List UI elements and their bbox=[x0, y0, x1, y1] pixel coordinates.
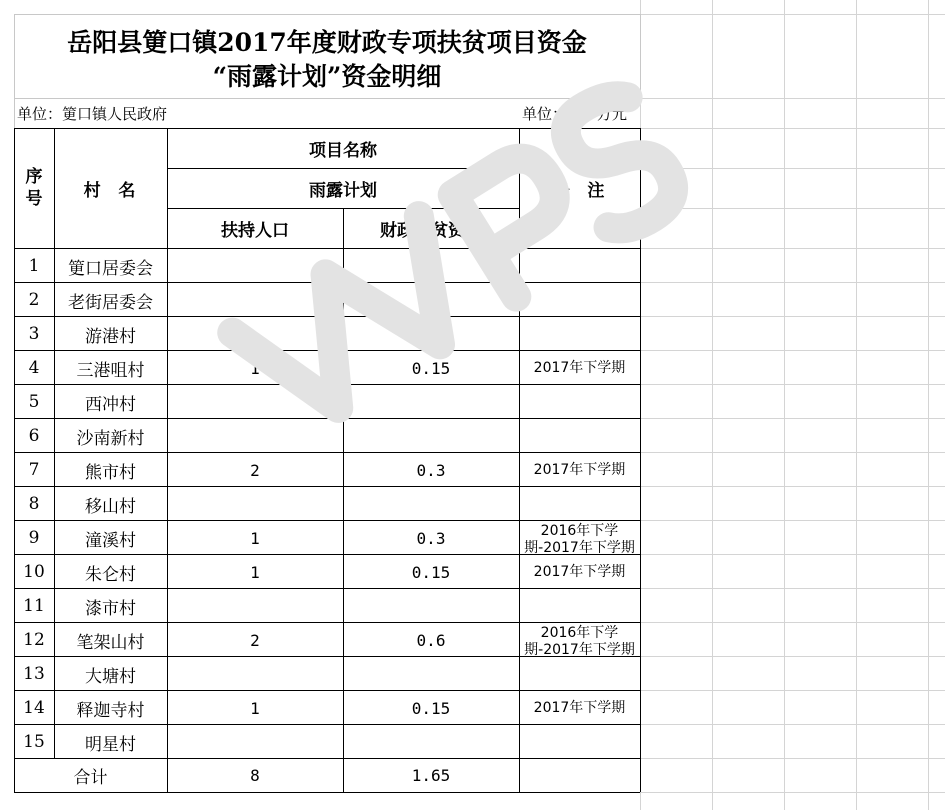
row-village: 明星村 bbox=[85, 734, 136, 755]
row-note: 2017年下学期 bbox=[533, 461, 626, 478]
row-village: 漆市村 bbox=[85, 598, 136, 619]
row-funds: 0.15 bbox=[411, 698, 451, 718]
header-village: 村 名 bbox=[83, 180, 138, 201]
row-funds: 0.3 bbox=[416, 528, 446, 548]
header-project: 雨露计划 bbox=[309, 180, 377, 201]
row-population bbox=[167, 385, 343, 419]
row-number: 11 bbox=[23, 596, 45, 616]
row-population bbox=[167, 283, 343, 317]
row-number: 13 bbox=[23, 664, 45, 684]
row-funds bbox=[343, 283, 519, 317]
row-funds: 0.15 bbox=[411, 562, 451, 582]
total-population: 8 bbox=[250, 765, 260, 785]
row-number: 3 bbox=[28, 324, 40, 344]
row-funds: 0.6 bbox=[416, 630, 446, 650]
row-population: 1 bbox=[250, 528, 260, 548]
row-funds bbox=[343, 589, 519, 623]
row-note: 2017年下学期 bbox=[533, 359, 626, 376]
row-number: 2 bbox=[28, 290, 40, 310]
row-population bbox=[167, 657, 343, 691]
row-number: 1 bbox=[28, 256, 40, 276]
row-number: 15 bbox=[23, 732, 45, 752]
row-number: 7 bbox=[28, 460, 40, 480]
row-funds bbox=[343, 317, 519, 351]
header-funds: 财政扶贫资金 bbox=[380, 220, 482, 241]
row-number: 10 bbox=[23, 562, 45, 582]
title-line-1: 岳阳县筻口镇2017年度财政专项扶贫项目资金 bbox=[67, 28, 587, 57]
row-note: 2017年下学期 bbox=[533, 699, 626, 716]
row-village: 三港咀村 bbox=[76, 360, 145, 381]
row-village: 西冲村 bbox=[85, 394, 136, 415]
row-village: 筻口居委会 bbox=[68, 258, 153, 279]
row-village: 潼溪村 bbox=[85, 530, 136, 551]
row-population: 2 bbox=[250, 630, 260, 650]
row-number: 9 bbox=[28, 528, 40, 548]
row-note bbox=[519, 419, 640, 453]
row-population: 1 bbox=[250, 562, 260, 582]
row-note bbox=[519, 317, 640, 351]
row-note bbox=[519, 589, 640, 623]
row-note: 2016年下学期-2017年下学期 bbox=[524, 523, 635, 555]
row-note bbox=[519, 385, 640, 419]
row-funds: 0.3 bbox=[416, 460, 446, 480]
row-number: 8 bbox=[28, 494, 40, 514]
total-funds: 1.65 bbox=[411, 765, 451, 785]
row-number: 14 bbox=[23, 698, 45, 718]
header-note: 备 注 bbox=[552, 180, 607, 201]
unit-left-label: 单位：筻口镇人民政府 bbox=[17, 104, 168, 123]
row-funds bbox=[343, 657, 519, 691]
row-village: 朱仑村 bbox=[85, 564, 136, 585]
row-note bbox=[519, 283, 640, 317]
row-funds bbox=[343, 249, 519, 283]
row-number: 6 bbox=[28, 426, 40, 446]
row-note bbox=[519, 657, 640, 691]
row-note bbox=[519, 249, 640, 283]
row-population bbox=[167, 487, 343, 521]
row-note: 2016年下学期-2017年下学期 bbox=[524, 625, 635, 657]
row-population: 2 bbox=[250, 460, 260, 480]
row-village: 大塘村 bbox=[85, 666, 136, 687]
row-population bbox=[167, 419, 343, 453]
row-village: 移山村 bbox=[85, 496, 136, 517]
row-population bbox=[167, 725, 343, 759]
row-village: 游港村 bbox=[85, 326, 136, 347]
row-number: 5 bbox=[28, 392, 40, 412]
unit-right-label: 单位：人、万元 bbox=[522, 104, 628, 123]
row-number: 4 bbox=[28, 358, 40, 378]
row-note: 2017年下学期 bbox=[533, 563, 626, 580]
title-line-2: “雨露计划”资金明细 bbox=[212, 62, 442, 91]
row-funds: 0.15 bbox=[411, 358, 451, 378]
row-village: 释迦寺村 bbox=[76, 700, 145, 721]
row-note bbox=[519, 725, 640, 759]
row-village: 沙南新村 bbox=[76, 428, 145, 449]
row-funds bbox=[343, 487, 519, 521]
row-funds bbox=[343, 385, 519, 419]
row-funds bbox=[343, 419, 519, 453]
row-funds bbox=[343, 725, 519, 759]
row-population bbox=[167, 589, 343, 623]
row-note bbox=[519, 487, 640, 521]
row-population bbox=[167, 317, 343, 351]
row-population: 1 bbox=[250, 698, 260, 718]
row-village: 熊市村 bbox=[85, 462, 136, 483]
total-note bbox=[519, 758, 640, 792]
row-village: 老街居委会 bbox=[68, 292, 153, 313]
header-seq bbox=[14, 128, 54, 248]
row-population: 1 bbox=[250, 358, 260, 378]
header-seq-text: 序号 bbox=[25, 167, 43, 209]
row-village: 笔架山村 bbox=[76, 632, 145, 653]
row-number: 12 bbox=[23, 630, 45, 650]
header-project-name: 项目名称 bbox=[309, 140, 377, 161]
total-label: 合计 bbox=[73, 767, 108, 788]
header-population: 扶持人口 bbox=[221, 220, 289, 241]
row-population bbox=[167, 249, 343, 283]
